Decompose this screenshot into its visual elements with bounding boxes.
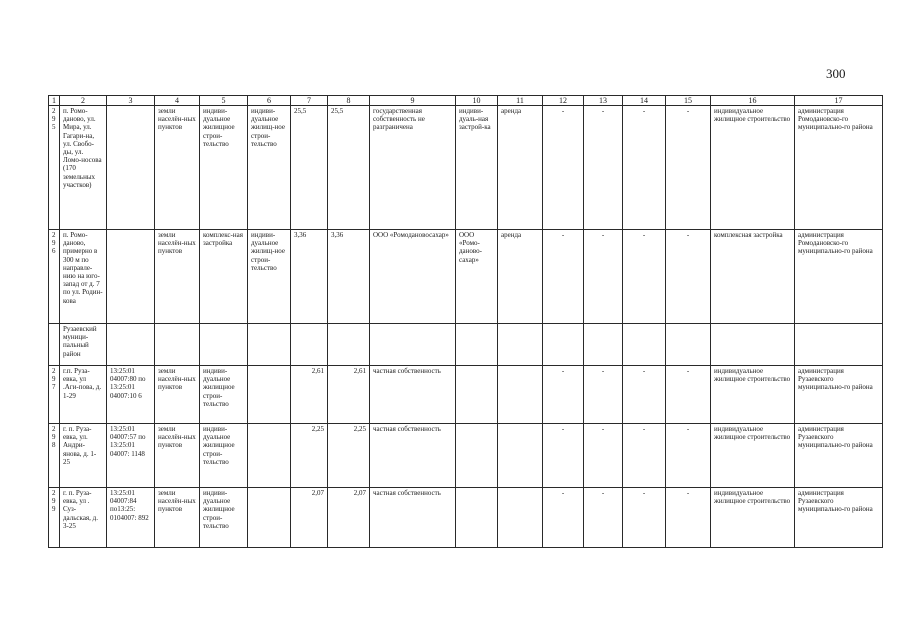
dash-cell: - — [584, 424, 623, 488]
ownership-cell: частная собственность — [370, 366, 456, 424]
column-header: 8 — [328, 96, 370, 106]
right-type-cell — [498, 366, 543, 424]
table-row — [49, 424, 883, 488]
column-header: 5 — [200, 96, 248, 106]
row-number: 296 — [49, 230, 60, 324]
user-cell: ООО «Ромо-даново-сахар» — [456, 230, 498, 324]
location-cell: п. Ромо-даново, ул. Мира, ул. Гагари-на, ул. Свобо-ды, ул. Ломо-носова (170 земельных участков) — [60, 106, 107, 230]
right-type-cell: аренда — [498, 106, 543, 230]
column-header: 13 — [584, 96, 623, 106]
authority-cell: администрация Рузаевского муниципально-го района — [795, 366, 883, 424]
purpose-cell: индивидуальное жилищное строительство — [711, 488, 795, 548]
area-cell: 2,25 — [291, 424, 328, 488]
empty-cell — [370, 324, 456, 366]
table-row — [49, 488, 883, 548]
row-number: 298 — [49, 424, 60, 488]
page-number: 300 — [826, 66, 846, 81]
row-number: 299 — [49, 488, 60, 548]
dash-cell: - — [623, 106, 666, 230]
location-cell: п. Ромо-даново, примерно в 300 м по направле-нию на юго-запад от д. 7 по ул. Родин-кова — [60, 230, 107, 324]
purpose-cell: комплексная застройка — [711, 230, 795, 324]
district-name: Рузаевский муници-пальный район — [60, 324, 107, 366]
empty-cell — [795, 324, 883, 366]
cadastral-number-cell: 13:25:01 04007:84 по13:25: 0104007: 892 — [107, 488, 155, 548]
column-header: 3 — [107, 96, 155, 106]
location-cell: г. п. Руза-евка, ул . Суз-дальская, д. 3-25 — [60, 488, 107, 548]
column-header: 14 — [623, 96, 666, 106]
empty-cell — [291, 324, 328, 366]
empty-cell — [711, 324, 795, 366]
column-header: 6 — [248, 96, 291, 106]
empty-cell — [456, 324, 498, 366]
planned-use-cell: индиви-дуальное жилищ-ное строи-тельство — [248, 106, 291, 230]
land-category-cell: земли населён-ных пунктов — [155, 366, 200, 424]
ownership-cell: частная собственность — [370, 424, 456, 488]
permitted-use-cell: индиви-дуальное жилищное строи-тельство — [200, 366, 248, 424]
permitted-use-cell: индиви-дуальное жилищное строи-тельство — [200, 106, 248, 230]
dash-cell: - — [584, 230, 623, 324]
column-header: 11 — [498, 96, 543, 106]
permitted-use-cell: индиви-дуальное жилищное строи-тельство — [200, 424, 248, 488]
column-header: 4 — [155, 96, 200, 106]
land-register-table — [48, 95, 883, 548]
dash-cell: - — [543, 488, 584, 548]
authority-cell: администрация Рузаевского муниципально-го района — [795, 424, 883, 488]
cadastral-number-cell — [107, 230, 155, 324]
empty-cell — [200, 324, 248, 366]
cadastral-number-cell: 13:25:01 04007:80 по 13:25:01 04007:10 6 — [107, 366, 155, 424]
right-type-cell — [498, 424, 543, 488]
dash-cell: - — [543, 424, 584, 488]
area-cell: 2,61 — [328, 366, 370, 424]
ownership-cell: ООО «Ромодановосахар» — [370, 230, 456, 324]
planned-use-cell — [248, 366, 291, 424]
user-cell — [456, 424, 498, 488]
table-row — [49, 366, 883, 424]
row-number: 297 — [49, 366, 60, 424]
user-cell — [456, 488, 498, 548]
dash-cell: - — [584, 488, 623, 548]
permitted-use-cell: комплекс-ная застройка — [200, 230, 248, 324]
area-cell: 3,36 — [328, 230, 370, 324]
table-row — [49, 106, 883, 230]
column-header: 17 — [795, 96, 883, 106]
dash-cell: - — [623, 366, 666, 424]
planned-use-cell — [248, 488, 291, 548]
column-header: 10 — [456, 96, 498, 106]
user-cell — [456, 366, 498, 424]
purpose-cell: индивидуальное жилищное строительство — [711, 424, 795, 488]
dash-cell: - — [666, 424, 711, 488]
dash-cell: - — [623, 424, 666, 488]
land-category-cell: земли населён-ных пунктов — [155, 106, 200, 230]
dash-cell: - — [543, 106, 584, 230]
empty-cell — [543, 324, 584, 366]
empty-cell — [107, 324, 155, 366]
land-category-cell: земли населён-ных пунктов — [155, 488, 200, 548]
area-cell: 3,36 — [291, 230, 328, 324]
area-cell: 25,5 — [328, 106, 370, 230]
dash-cell: - — [543, 366, 584, 424]
dash-cell: - — [623, 488, 666, 548]
cadastral-number-cell — [107, 106, 155, 230]
dash-cell: - — [666, 106, 711, 230]
column-header: 7 — [291, 96, 328, 106]
user-cell: индиви-дуаль-ная застрой-ка — [456, 106, 498, 230]
empty-cell — [248, 324, 291, 366]
column-header: 9 — [370, 96, 456, 106]
dash-cell: - — [543, 230, 584, 324]
land-category-cell: земли населён-ных пунктов — [155, 230, 200, 324]
row-number: 295 — [49, 106, 60, 230]
area-cell: 2,61 — [291, 366, 328, 424]
empty-cell — [666, 324, 711, 366]
empty-cell — [623, 324, 666, 366]
area-cell: 2,07 — [291, 488, 328, 548]
column-header: 15 — [666, 96, 711, 106]
column-header: 1 — [49, 96, 60, 106]
table-row — [49, 230, 883, 324]
authority-cell: администрация Ромодановско-го муниципально-го района — [795, 106, 883, 230]
area-cell: 2,25 — [328, 424, 370, 488]
dash-cell: - — [666, 488, 711, 548]
district-row — [49, 324, 883, 366]
dash-cell: - — [666, 366, 711, 424]
column-number-row — [49, 96, 883, 106]
area-cell: 25,5 — [291, 106, 328, 230]
empty-cell — [498, 324, 543, 366]
dash-cell: - — [584, 106, 623, 230]
planned-use-cell: индиви-дуальное жилищ-ное строи-тельство — [248, 230, 291, 324]
ownership-cell: частная собственность — [370, 488, 456, 548]
area-cell: 2,07 — [328, 488, 370, 548]
dash-cell: - — [623, 230, 666, 324]
purpose-cell: индивидуальное жилищное строительство — [711, 366, 795, 424]
location-cell: г. п. Руза-евка, ул. Андри-янова, д. 1-25 — [60, 424, 107, 488]
empty-cell — [328, 324, 370, 366]
land-category-cell: земли населён-ных пунктов — [155, 424, 200, 488]
permitted-use-cell: индиви-дуальное жилищное строи-тельство — [200, 488, 248, 548]
purpose-cell: индивидуальное жилищное строительство — [711, 106, 795, 230]
empty-cell — [155, 324, 200, 366]
location-cell: г.п. Руза-евка, ул .Аги-пова, д. 1-29 — [60, 366, 107, 424]
column-header: 2 — [60, 96, 107, 106]
cadastral-number-cell: 13:25:01 04007:57 по 13:25:01 04007: 1148 — [107, 424, 155, 488]
right-type-cell — [498, 488, 543, 548]
ownership-cell: государственная собственность не разграничена — [370, 106, 456, 230]
dash-cell: - — [584, 366, 623, 424]
planned-use-cell — [248, 424, 291, 488]
right-type-cell: аренда — [498, 230, 543, 324]
authority-cell: администрация Рузаевского муниципально-го района — [795, 488, 883, 548]
column-header: 16 — [711, 96, 795, 106]
column-header: 12 — [543, 96, 584, 106]
authority-cell: администрация Ромодановско-го муниципально-го района — [795, 230, 883, 324]
empty-cell — [584, 324, 623, 366]
dash-cell: - — [666, 230, 711, 324]
empty-cell — [49, 324, 60, 366]
